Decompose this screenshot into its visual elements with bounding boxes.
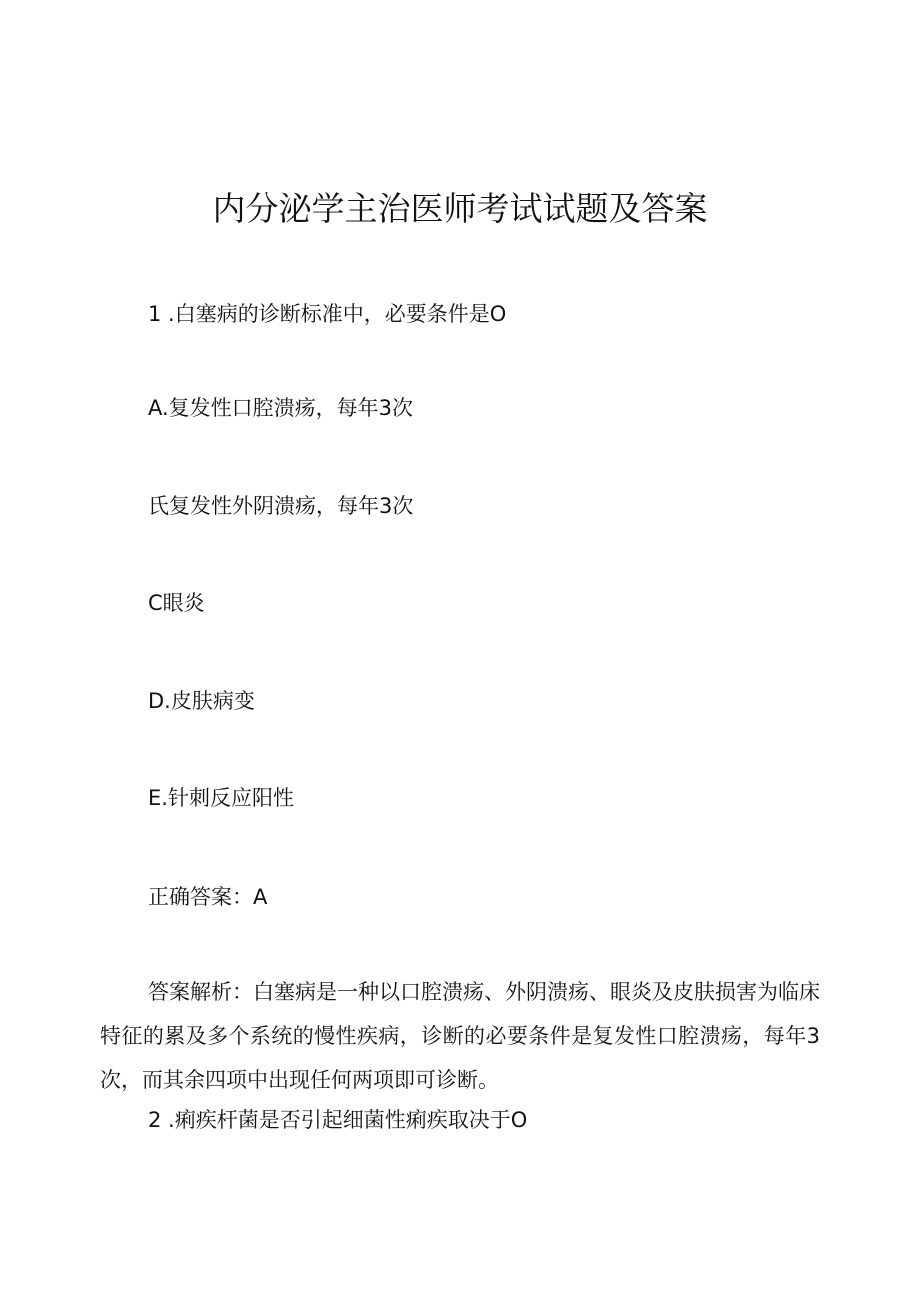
question-1-analysis: 答案解析：白塞病是一种以口腔溃疡、外阴溃疡、眼炎及皮肤损害为临床特征的累及多个系统的慢性疾病，诊断的必要条件是复发性口腔溃疡，每年3次，而其余四项中出现任何两项即可诊断。: [100, 980, 820, 1092]
question-1-option-e: E.针刺反应阳性: [148, 786, 294, 810]
question-1-option-c: C眼炎: [148, 591, 205, 615]
question-1-option-a: A.复发性口腔溃疡，每年3次: [148, 396, 414, 420]
question-1-answer: 正确答案：A: [148, 885, 268, 909]
question-1-option-d: D.皮肤病变: [148, 689, 255, 713]
question-2-stem: 2 .痢疾杆菌是否引起细菌性痢疾取决于O: [148, 1108, 528, 1132]
question-1-option-b: 氏复发性外阴溃疡，每年3次: [148, 494, 414, 518]
question-1-stem: 1 .白塞病的诊断标准中，必要条件是O: [148, 302, 507, 326]
document-title: 内分泌学主治医师考试试题及答案: [212, 189, 708, 228]
